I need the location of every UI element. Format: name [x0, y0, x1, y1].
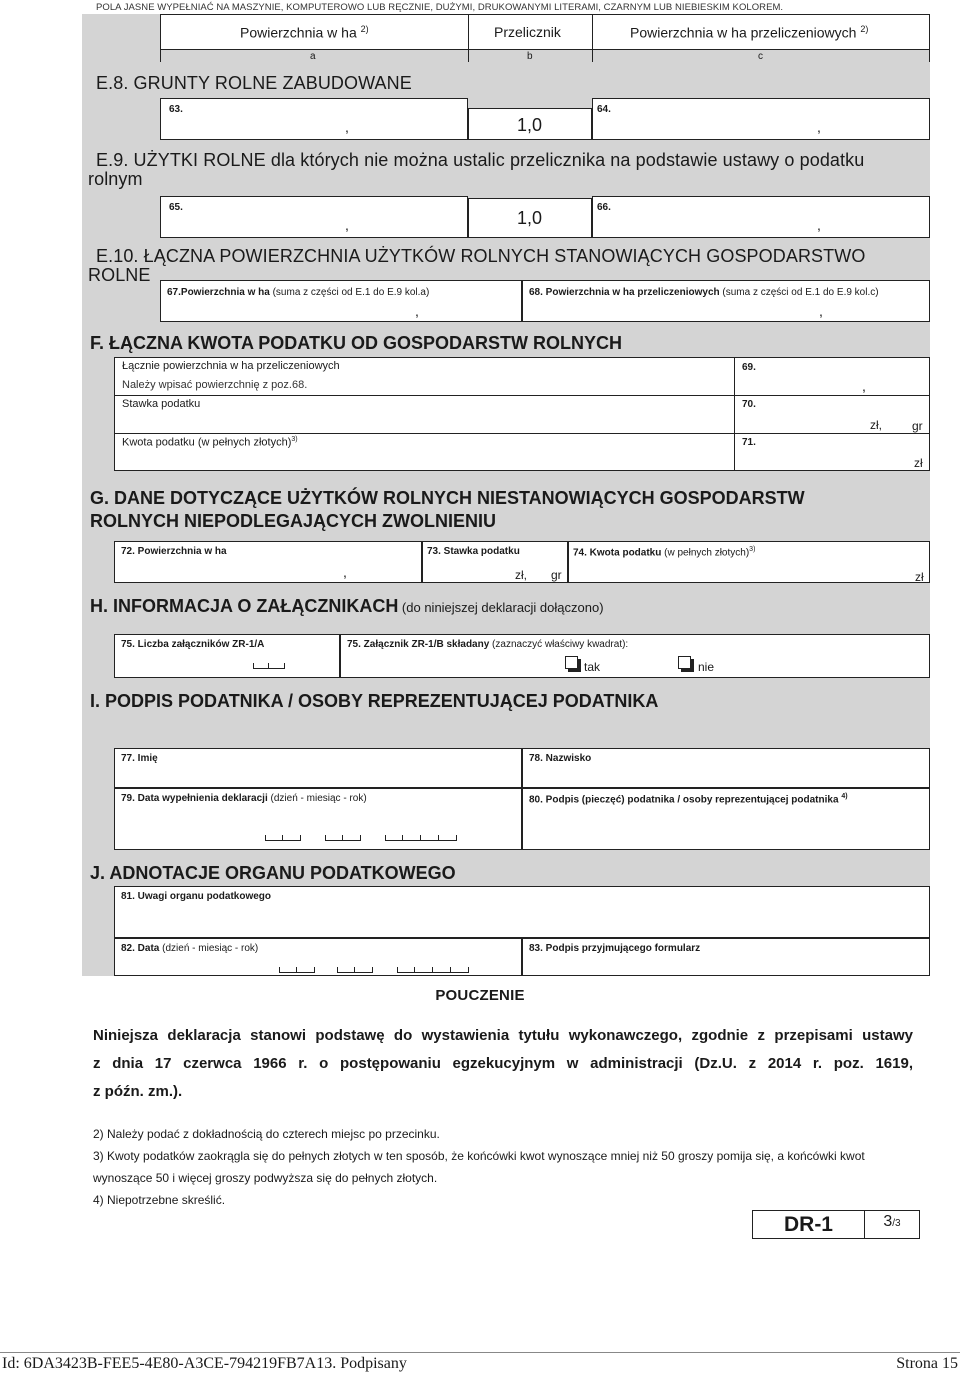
column-b-header: Przelicznik	[494, 24, 561, 40]
column-a-header: Powierzchnia w ha $^{2)}$	[240, 24, 369, 41]
field-71-label: 71.	[742, 437, 756, 448]
field-73[interactable]: 73. Stawka podatku zł, gr	[422, 541, 568, 583]
header-notice: POLA JASNE WYPEŁNIAĆ NA MASZYNIE, KOMPUTEROWO LUB RĘCZNIE, DUŻYMI, DRUKOWANYMI LITERAMI, CZARNYM LUB NIEBIESKIM KOLOREM.	[96, 2, 784, 13]
section-e9-title: E.9. UŻYTKI ROLNE dla których nie można ustalic przelicznika na podstawie ustawy o podatku	[96, 150, 865, 170]
multiplier-e9: 1,0	[468, 198, 592, 238]
form-id-box	[752, 1210, 920, 1239]
footnote-4: 4) Niepotrzebne skreślić.	[93, 1193, 226, 1207]
f-row3-label: Kwota podatku (w pełnych złotych)$^{3)}$	[122, 436, 298, 449]
field-74[interactable]: 74. Kwota podatku (w pełnych złotych)$^{3)}$ zł	[568, 541, 930, 583]
document-id: Id: 6DA3423B-FEE5-4E80-A3CE-794219FB7A13. Podpisany	[2, 1355, 407, 1372]
field-78[interactable]: 78. Nazwisko	[522, 748, 930, 788]
checkbox-tak-label: tak	[584, 660, 601, 674]
field-64[interactable]: 64. ,	[592, 98, 930, 140]
field-69-label: 69.	[742, 362, 756, 373]
section-e9-title-2: rolnym	[88, 169, 143, 189]
pouczenie-title: POUCZENIE	[435, 987, 525, 1004]
field-66[interactable]: 66. ,	[592, 196, 930, 238]
footnote-2: 2) Należy podać z dokładnością do czterech miejsc po przecinku.	[93, 1127, 440, 1141]
field-75a[interactable]: 75. Liczba załączników ZR-1/A	[114, 634, 340, 678]
section-e8-title: E.8. GRUNTY ROLNE ZABUDOWANE	[96, 73, 412, 93]
field-67[interactable]: 67.Powierzchnia w ha (suma z części od E.1 do E.9 kol.a) ,	[160, 280, 522, 322]
section-f-table	[114, 357, 930, 471]
footnotes	[93, 1123, 923, 1211]
bottom-bar	[0, 1352, 960, 1374]
checkbox-tak[interactable]	[565, 656, 578, 669]
column-c-header: Powierzchnia w ha przeliczeniowych $^{2)}$	[630, 24, 869, 41]
column-letter-c: c	[758, 51, 763, 62]
field-70[interactable]: zł,	[870, 418, 882, 432]
field-77[interactable]: 77. Imię	[114, 748, 522, 788]
section-i-title: I. PODPIS PODATNIKA / OSOBY REPREZENTUJĄCEJ PODATNIKA	[90, 691, 659, 711]
field-79[interactable]: 79. Data wypełnienia deklaracji (dzień - miesiąc - rok)	[114, 788, 522, 850]
section-g-title: G. DANE DOTYCZĄCE UŻYTKÓW ROLNYCH NIESTANOWIĄCYCH GOSPODARSTW	[90, 488, 805, 508]
multiplier-e8: 1,0	[468, 108, 592, 140]
field-70-label: 70.	[742, 399, 756, 410]
field-83[interactable]: 83. Podpis przyjmującego formularz	[522, 938, 930, 976]
section-g-title-2: ROLNYCH NIEPODLEGAJĄCYCH ZWOLNIENIU	[90, 511, 497, 531]
checkbox-nie[interactable]	[678, 656, 691, 669]
section-j-title: J. ADNOTACJE ORGANU PODATKOWEGO	[90, 863, 456, 883]
field-72[interactable]: 72. Powierzchnia w ha ,	[114, 541, 422, 583]
field-70-gr: gr	[912, 419, 923, 433]
footnote-3-cont: wynoszące 50 i więcej groszy podwyższa się do pełnych złotych.	[93, 1171, 438, 1185]
field-75b: 75. Załącznik ZR-1/B składany (zaznaczyć właściwy kwadrat):	[340, 634, 930, 678]
column-letter-a: a	[310, 51, 316, 62]
field-65[interactable]: 65. ,	[160, 196, 468, 238]
f-row1-sub: Należy wpisać powierzchnię z poz.68.	[122, 379, 308, 391]
page-indicator: 3/3	[883, 1213, 901, 1230]
field-68[interactable]: 68. Powierzchnia w ha przeliczeniowych (suma z części od E.1 do E.9 kol.c) ,	[522, 280, 930, 322]
section-f-title: F. ŁĄCZNA KWOTA PODATKU OD GOSPODARSTW ROLNYCH	[90, 333, 622, 353]
field-80[interactable]: 80. Podpis (pieczęć) podatnika / osoby reprezentującej podatnika $^{4)}$	[522, 788, 930, 850]
f-row2-label: Stawka podatku	[122, 398, 201, 410]
field-69[interactable]: ,	[862, 378, 866, 394]
field-63[interactable]: 63. ,	[160, 98, 468, 140]
pouczenie-body: Niniejsza deklaracja stanowi podstawę do wystawienia tytułu wykonawczego, zgodnie z przepisami ustawy z dnia 17 czerwca 1966 r. o postępowaniu egzekucyjnym w administracji (Dz.U. z 2014 r. poz. 1619, z późn. zm.).	[93, 1027, 913, 1100]
footnote-3: 3) Kwoty podatków zaokrągla się do pełnych złotych w ten sposób, że końcówki kwot wynoszące mniej niż 50 groszy pomija się, a końcówki kwot	[93, 1149, 865, 1163]
f-row1-label: Łącznie powierzchnia w ha przeliczeniowych	[122, 360, 340, 372]
field-81[interactable]: 81. Uwagi organu podatkowego	[114, 886, 930, 938]
column-letter-b: b	[527, 51, 533, 62]
form-code: DR-1	[753, 1211, 865, 1238]
page-number: Strona 15	[896, 1355, 958, 1372]
section-e10-title-2: ROLNE	[88, 265, 151, 285]
field-71[interactable]: zł	[914, 456, 923, 470]
section-h-title: H. INFORMACJA O ZAŁĄCZNIKACH (do niniejszej deklaracji dołączono)	[90, 596, 604, 616]
field-82[interactable]: 82. Data (dzień - miesiąc - rok)	[114, 938, 522, 976]
checkbox-nie-label: nie	[698, 660, 715, 674]
section-e10-title: E.10. ŁĄCZNA POWIERZCHNIA UŻYTKÓW ROLNYCH STANOWIĄCYCH GOSPODARSTWO	[96, 246, 866, 266]
